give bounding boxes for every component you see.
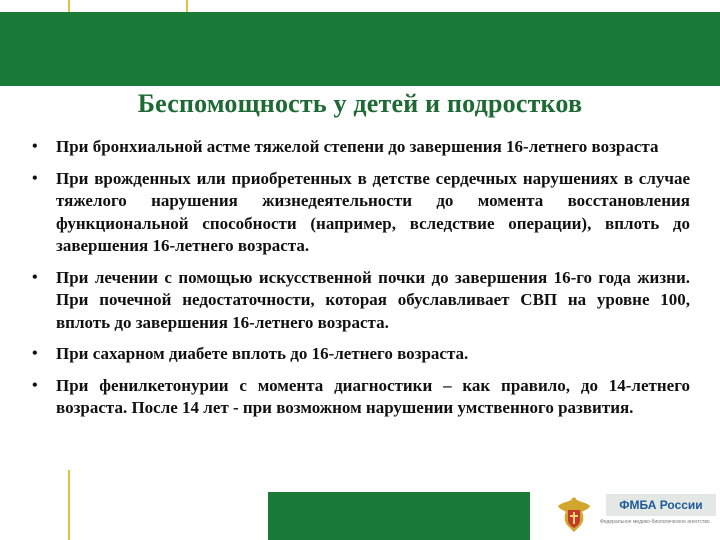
header-band xyxy=(0,12,720,86)
fmba-logo xyxy=(548,490,720,540)
bullet-item xyxy=(30,136,690,159)
slide-title: Беспомощность у детей и подростков xyxy=(137,89,583,118)
logo-name: ФМБА России xyxy=(606,494,716,516)
bullet-dot: • xyxy=(32,268,38,286)
bullet-item xyxy=(30,375,690,420)
bullet-dot: • xyxy=(32,138,38,155)
bullet-text: При сахарном диабете вплоть до 16-летнего возраста. xyxy=(56,344,469,363)
bullet-text: При фенилкетонурии с момента диагностики – как правило, до 14-летнего возраста. После 14 лет - при возможном нарушении умственного развития. xyxy=(56,375,690,417)
bullet-text: При врожденных или приобретенных в детстве сердечных нарушениях в случае тяжелого нарушения жизнедеятельности до момента восстановления функциональной способности (например, вследствие операции), вплоть до завершения 16-летнего возраста. xyxy=(56,168,690,255)
bullet-dot: • xyxy=(32,169,38,187)
top-decor-line-left xyxy=(68,0,70,12)
bullet-text: При лечении с помощью искусственной почки до завершения 16-го года жизни. При почечной недостаточности, которая обуславливает СВП на уровне 100, вплоть до завершения 16-летнего возраста. xyxy=(56,267,690,332)
logo-subtitle: Федеральное медико-биологическое агентство xyxy=(600,519,710,525)
bullet-item xyxy=(30,343,690,366)
bullet-list xyxy=(30,136,690,429)
footer-band xyxy=(268,492,530,540)
eagle-emblem-icon xyxy=(556,494,592,534)
bullet-item xyxy=(30,168,690,258)
bullet-item xyxy=(30,267,690,335)
bullet-dot: • xyxy=(32,376,38,394)
top-decor-line-right xyxy=(186,0,188,12)
bullet-dot: • xyxy=(32,345,38,362)
bullet-text: При бронхиальной астме тяжелой степени до завершения 16-летнего возраста xyxy=(56,137,659,156)
bottom-decor-line xyxy=(68,470,70,540)
